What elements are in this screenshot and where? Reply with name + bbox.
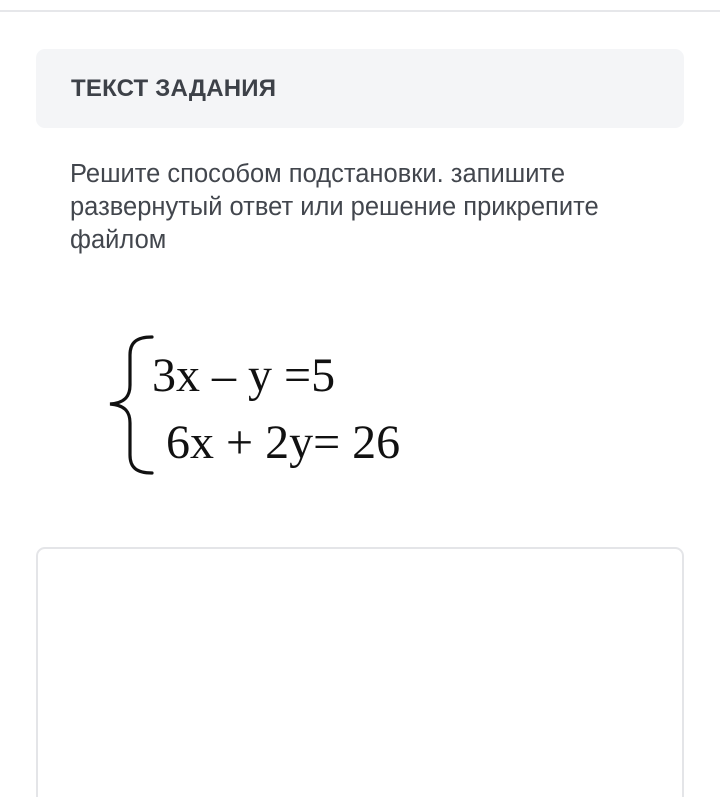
task-header (36, 49, 684, 128)
top-divider (0, 10, 720, 12)
answer-input[interactable] (36, 547, 684, 797)
task-header-title: ТЕКСТ ЗАДАНИЯ (71, 75, 277, 102)
equation-system-image (100, 325, 470, 485)
equation-line-1: 3x – y =5 (152, 349, 336, 402)
left-brace-icon (110, 337, 152, 473)
equation-line-2: 6x + 2y= 26 (166, 416, 401, 469)
task-text: Решите способом подстановки. запишите развернутый ответ или решение прикрепите файлом (70, 160, 599, 254)
